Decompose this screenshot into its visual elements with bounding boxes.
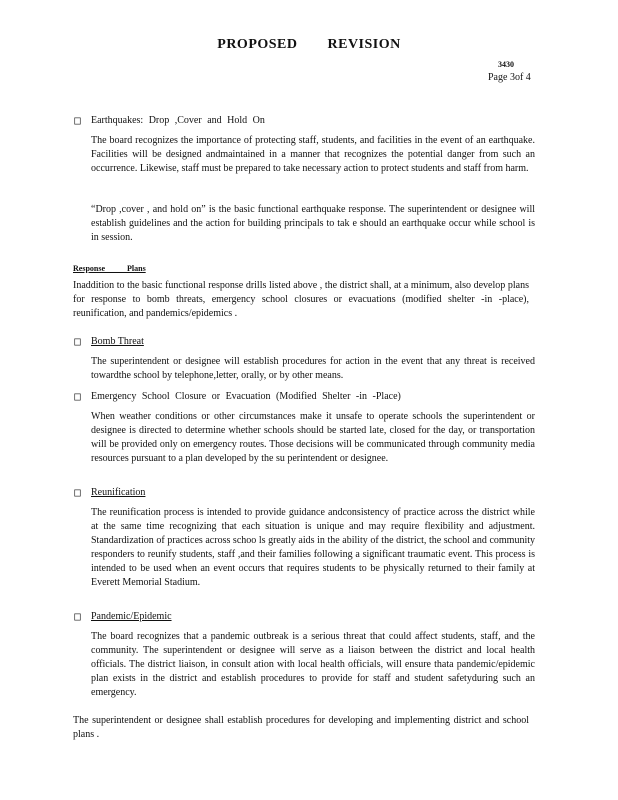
reunification-heading: Reunification [91, 487, 146, 498]
bomb-threat-heading: Bomb Threat [91, 336, 144, 347]
closure-paragraph: When weather conditions or other circumstances make it unsafe to operate schools the superintendent or designee is directed to determine whether schools should be started late, closed for the day, or transportation will be provided only on emergency routes. Those decisions will be communicated through community media resources pursuant to a plan developed by the su perintendent or designee. [91, 411, 535, 464]
bomb-threat-heading-row [73, 335, 543, 349]
bullet-icon [74, 613, 80, 620]
page-number: Page 3of 4 [488, 72, 531, 83]
earthquakes-paragraph-1: The board recognizes the importance of protecting staff, students, and facilities in the event of an earthquake. Facilities will be designed andmaintained in a manner that recognizes the potential danger from such an occurrence. Likewise, staff must be prepared to take necessary action to protect students and staff from harm. [91, 135, 535, 174]
page-title: PROPOSED REVISION [217, 37, 401, 52]
response-plans-label: Response Plans [73, 264, 146, 273]
policy-number: 3430 [498, 60, 514, 69]
bomb-threat-paragraph: The superintendent or designee will establish procedures for action in the event that any threat is received towardthe school by telephone,letter, orally, or by other means. [91, 356, 535, 381]
earthquakes-paragraph-2: “Drop ,cover , and hold on” is the basic functional earthquake response. The superintendent or designee will establish guidelines and the action for building principals to tak e should an earthquake occur while school is in session. [91, 204, 535, 243]
earthquakes-heading: Earthquakes: Drop ,Cover and Hold On [91, 115, 265, 126]
closing-paragraph: The superintendent or designee shall establish procedures for developing and implementing district and school plans . [73, 715, 529, 740]
pandemic-heading-row [73, 610, 543, 624]
bullet-icon [74, 338, 80, 345]
response-plans-paragraph: Inaddition to the basic functional response drills listed above , the district shall, at a minimum, also develop plans for response to bomb threats, emergency school closures or evacuations (modified shelter -in -place), reunification, and pandemics/epidemics . [73, 280, 529, 319]
earthquakes-heading-row [73, 114, 543, 128]
bullet-icon [74, 117, 80, 124]
reunification-heading-row [73, 486, 543, 500]
closure-heading-row [73, 390, 543, 404]
bullet-icon [74, 393, 80, 400]
closure-heading: Emergency School Closure or Evacuation (Modified Shelter -in -Place) [91, 391, 401, 402]
reunification-paragraph: The reunification process is intended to provide guidance andconsistency of practice across the district while at the same time recognizing that each situation is unique and may require flexibility and adjustment. Standardization of practices across schoo ls greatly aids in the ability of the district, the school and community responders to reunify students, staff ,and their families following a significant traumatic event. This process is intended to be used when an event occurs that requires students to be physically returned to their family at Everett Memorial Stadium. [91, 507, 535, 588]
pandemic-paragraph: The board recognizes that a pandemic outbreak is a serious threat that could affect students, staff, and the community. The superintendent or designee will serve as a liaison between the district and local health officials. The district liaison, in consult ation with local health officials, will ensure thata pandemic/epidemic plan exists in the district and establish procedures to provide for staff and student safetyduring such an emergency. [91, 631, 535, 698]
pandemic-heading: Pandemic/Epidemic [91, 611, 172, 622]
bullet-icon [74, 489, 80, 496]
